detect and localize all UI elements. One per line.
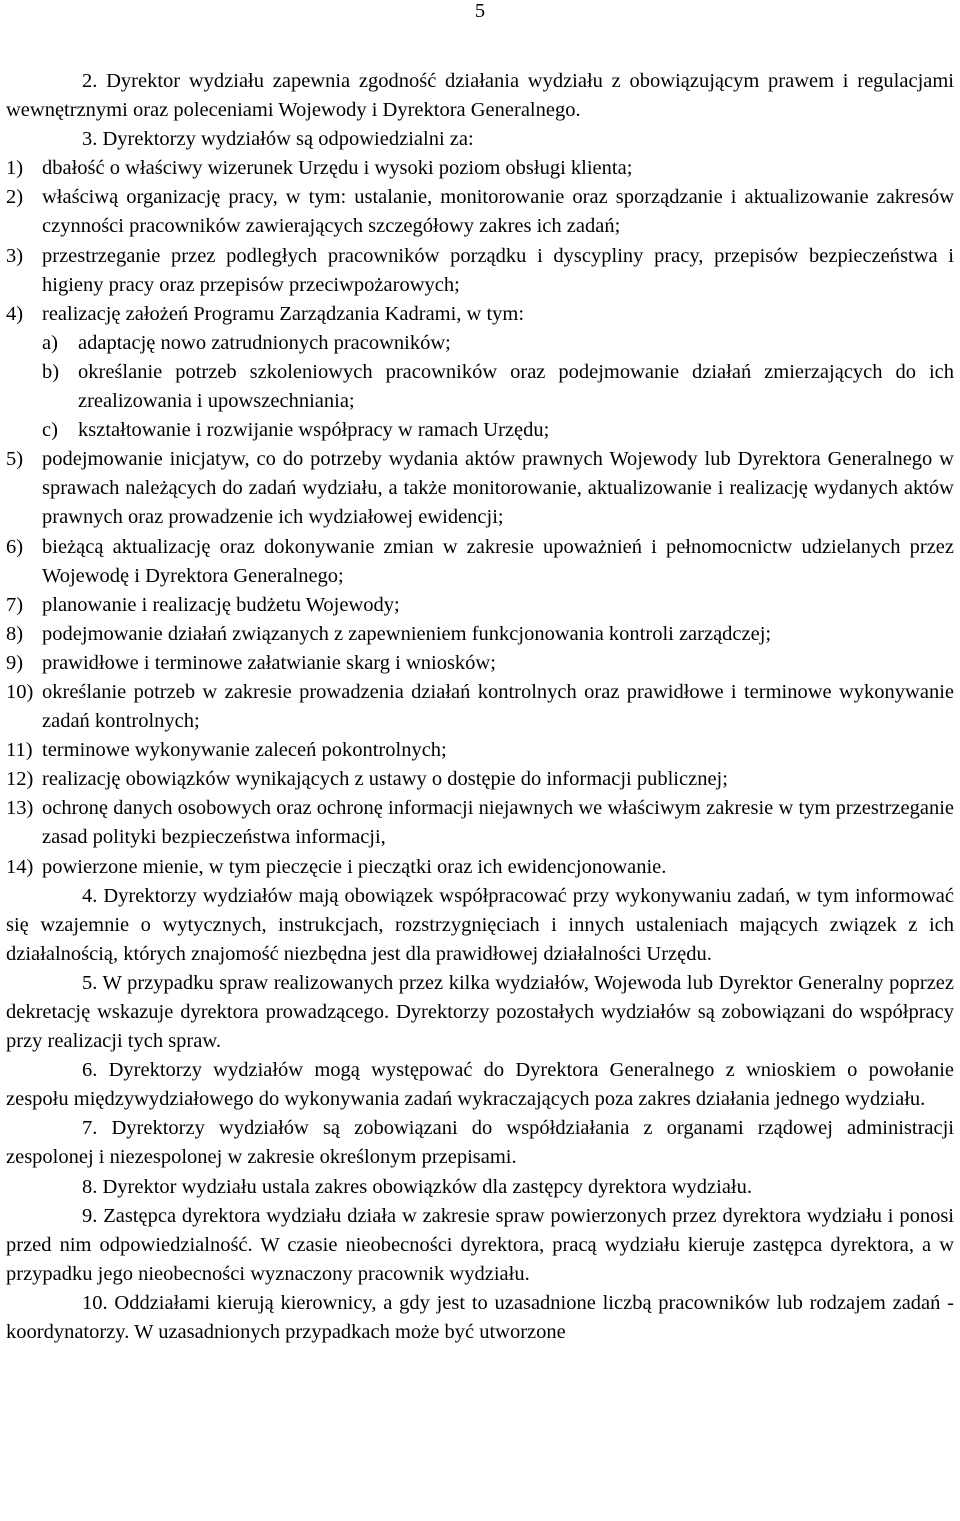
list-item (6, 736, 954, 765)
list-item (6, 591, 954, 620)
list-item (6, 765, 954, 794)
list-text: bieżącą aktualizację oraz dokonywanie zmian w zakresie upoważnień i pełnomocnictw udzielanych przez Wojewodę i Dyrektora Generalnego; (42, 535, 954, 587)
list-text: prawidłowe i terminowe załatwianie skarg i wniosków; (42, 651, 496, 674)
paragraph-7: 7. Dyrektorzy wydziałów są zobowiązani do współdziałania z organami rządowej administracji zespolonej i niezespolonej w zakresie określonym przepisami. (6, 1117, 954, 1169)
list-text: podejmowanie działań związanych z zapewnieniem funkcjonowania kontroli zarządczej; (42, 622, 772, 645)
sub-list-letter: c) (42, 419, 58, 442)
list-number: 3) (6, 244, 24, 267)
list-text: planowanie i realizację budżetu Wojewody; (42, 593, 400, 616)
list-text: realizację założeń Programu Zarządzania Kadrami, w tym: (42, 302, 525, 325)
list-number: 7) (6, 593, 24, 616)
list-item (6, 649, 954, 678)
list-text: dbałość o właściwy wizerunek Urzędu i wysoki poziom obsługi klienta; (42, 157, 633, 180)
list-item (6, 445, 954, 532)
list-text: terminowe wykonywanie zaleceń pokontrolnych; (42, 739, 447, 762)
list-item (6, 300, 954, 329)
list-item (6, 678, 954, 736)
page-number: 5 (474, 0, 486, 22)
list-item (6, 533, 954, 591)
list-text: powierzone mienie, w tym pieczęcie i pieczątki oraz ich ewidencjonowanie. (42, 855, 667, 878)
list-number: 4) (6, 302, 24, 325)
sub-list-text: adaptację nowo zatrudnionych pracowników; (78, 331, 451, 354)
sub-list-item (6, 329, 954, 358)
list-text: realizację obowiązków wynikających z ustawy o dostępie do informacji publicznej; (42, 768, 728, 791)
sub-list-letter: a) (42, 331, 58, 354)
sub-list-text: określanie potrzeb szkoleniowych pracowników oraz podejmowanie działań zmierzających do ich zrealizowania i upowszechniania; (78, 360, 954, 413)
document-body (6, 67, 954, 1347)
list-text: ochronę danych osobowych oraz ochronę informacji niejawnych we właściwym zakresie w tym przestrzeganie zasad polityki bezpieczeństwa informacji, (42, 797, 954, 849)
list-text: podejmowanie inicjatyw, co do potrzeby wydania aktów prawnych Wojewody lub Dyrektora Generalnego w sprawach należących do zadań wydziału, a także monitorowanie, aktualizowanie i realizację wydanych aktów prawnych oraz prowadzenie ich wydziałowej ewidencji; (42, 448, 954, 529)
sub-list-text: kształtowanie i rozwijanie współpracy w ramach Urzędu; (78, 419, 550, 442)
list-number: 6) (6, 535, 24, 558)
list-text: określanie potrzeb w zakresie prowadzenia działań kontrolnych oraz prawidłowe i terminowe wykonywanie zadań kontrolnych; (42, 680, 954, 733)
list-item (6, 794, 954, 852)
list-text: właściwą organizację pracy, w tym: ustalanie, monitorowanie oraz sporządzanie i aktualizowanie zakresów czynności pracowników zawierających szczegółowy zakres ich zadań; (42, 186, 954, 238)
paragraph-6: 6. Dyrektorzy wydziałów mogą występować do Dyrektora Generalnego z wnioskiem o powołanie zespołu międzywydziałowego do wykonywania zadań wykraczających poza zakres działania jednego wydziału. (6, 1059, 954, 1111)
list-item (6, 853, 954, 882)
sub-list-letter: b) (42, 360, 60, 383)
list-text: przestrzeganie przez podległych pracowników porządku i dyscypliny pracy, przepisów bezpieczeństwa i higieny pracy oraz przepisów przeciwpożarowych; (42, 244, 954, 296)
paragraph-2: 2. Dyrektor wydziału zapewnia zgodność działania wydziału z obowiązującym prawem i regulacjami wewnętrznymi oraz poleceniami Wojewody i Dyrektora Generalnego. (6, 70, 954, 122)
list-item (6, 242, 954, 300)
list-number: 14) (6, 855, 34, 878)
list-number: 5) (6, 448, 24, 471)
list-number: 10) (6, 680, 34, 703)
list-item (6, 620, 954, 649)
list-number: 1) (6, 157, 24, 180)
paragraph-3-intro: 3. Dyrektorzy wydziałów są odpowiedzialni za: (82, 128, 474, 151)
list-item (6, 183, 954, 241)
paragraph-9: 9. Zastępca dyrektora wydziału działa w zakresie spraw powierzonych przez dyrektora wydziału i ponosi przed nim odpowiedzialność. W czasie nieobecności dyrektora, pracą wydziału kieruje zastępca dyrektora, a w przypadku jego nieobecności wyznaczony pracownik wydziału. (6, 1204, 954, 1285)
list-number: 2) (6, 186, 24, 209)
list-number: 13) (6, 797, 34, 820)
paragraph-5: 5. W przypadku spraw realizowanych przez kilka wydziałów, Wojewoda lub Dyrektor Generalny poprzez dekretację wskazuje dyrektora prowadzącego. Dyrektorzy pozostałych wydziałów są zobowiązani do współpracy przy realizacji tych spraw. (6, 971, 954, 1053)
sub-list-item (6, 416, 954, 445)
list-number: 11) (6, 739, 33, 762)
list-item (6, 154, 954, 183)
paragraph-8: 8. Dyrektor wydziału ustala zakres obowiązków dla zastępcy dyrektora wydziału. (82, 1175, 752, 1198)
list-number: 12) (6, 768, 34, 791)
list-number: 8) (6, 622, 24, 645)
sub-list-item (6, 358, 954, 416)
paragraph-10: 10. Oddziałami kierują kierownicy, a gdy jest to uzasadnione liczbą pracowników lub rodzajem zadań - koordynatorzy. W uzasadnionych przypadkach może być utworzone (6, 1291, 954, 1344)
paragraph-4: 4. Dyrektorzy wydziałów mają obowiązek współpracować przy wykonywaniu zadań, w tym informować się wzajemnie o wytycznych, instrukcjach, rozstrzygnięciach i innych ustaleniach mających związek z ich działalnością, których znajomość niezbędna jest dla prawidłowej działalności Urzędu. (6, 884, 954, 965)
list-number: 9) (6, 651, 24, 674)
